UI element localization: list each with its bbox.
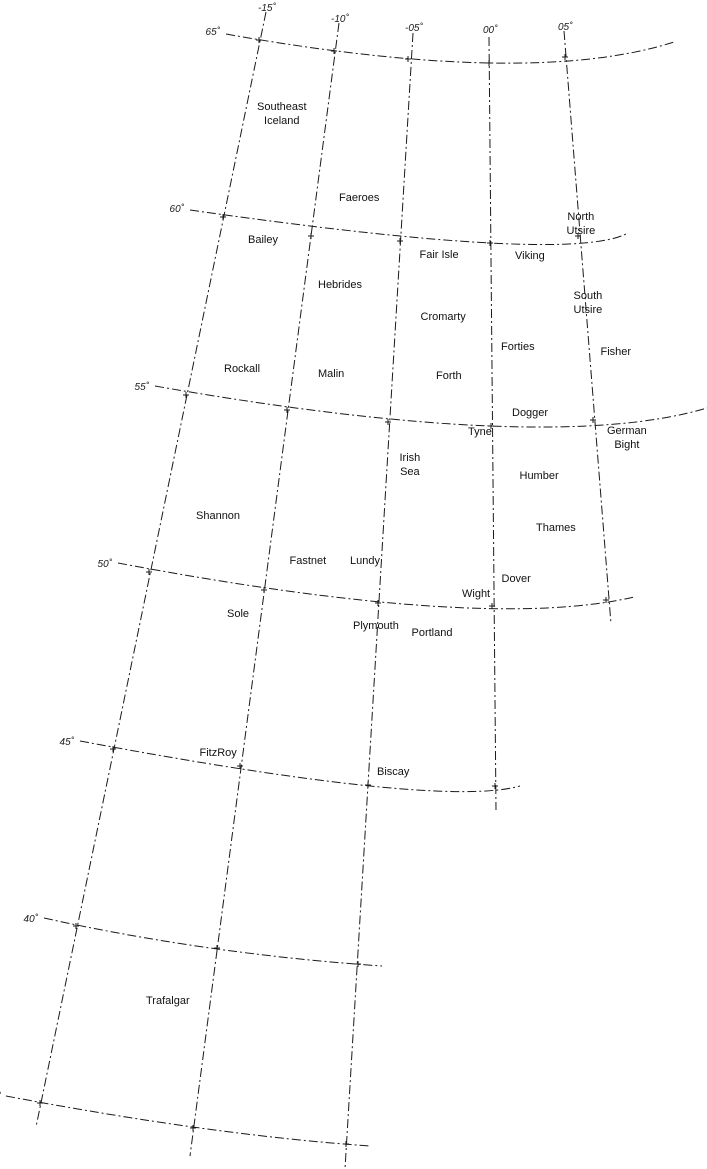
longitude-label: 05˚ <box>558 22 573 33</box>
sea-area-fair-isle <box>420 248 459 262</box>
parallel-line <box>6 1096 370 1146</box>
sea-area-label-line: Iceland <box>264 115 300 127</box>
sea-area-label-line: Wight <box>462 588 491 600</box>
sea-area-label-line: Hebrides <box>318 279 363 291</box>
sea-area-bailey <box>248 233 278 247</box>
parallel-line <box>80 741 520 792</box>
sea-area-label-line: South <box>573 290 603 302</box>
longitude-label: -10˚ <box>331 14 349 25</box>
sea-area-north-utsire <box>567 210 596 238</box>
sea-area-fitzroy <box>200 746 237 760</box>
latitude-label: 45˚ <box>59 737 74 748</box>
sea-area-lundy <box>350 554 380 568</box>
sea-area-label-line: Thames <box>536 522 576 534</box>
sea-area-label-line: North <box>567 211 595 223</box>
sea-area-label-line: Tyne <box>468 426 492 438</box>
parallel-line <box>44 918 382 966</box>
sea-area-label-line: Malin <box>318 368 345 380</box>
meridian-line <box>489 37 496 810</box>
sea-area-label-line: Lundy <box>350 555 380 567</box>
sea-area-label-line: Fair Isle <box>419 249 459 261</box>
sea-area-hebrides <box>318 278 362 292</box>
sea-area-label-line: Biscay <box>377 766 410 778</box>
sea-area-forties <box>501 340 535 354</box>
parallel-line <box>155 386 707 427</box>
latitude-label: 40˚ <box>23 914 38 925</box>
sea-area-label-line: Faeroes <box>339 192 380 204</box>
parallel-line <box>226 34 674 63</box>
sea-area-label-line: Irish <box>399 452 421 464</box>
sea-area-tyne <box>468 425 492 439</box>
longitude-label: -05˚ <box>405 23 423 34</box>
sea-area-trafalgar <box>146 994 190 1008</box>
sea-area-malin <box>318 367 344 381</box>
sea-area-irish-sea <box>400 451 421 479</box>
sea-area-southeast-iceland <box>257 100 307 128</box>
longitude-label: -15˚ <box>258 3 276 14</box>
sea-area-south-utsire <box>574 289 603 317</box>
sea-area-dogger <box>512 406 548 420</box>
sea-area-label-line: Humber <box>519 470 559 482</box>
sea-area-shannon <box>196 509 240 523</box>
sea-area-label-line: Sea <box>400 466 420 478</box>
meridian-line <box>564 31 611 624</box>
sea-area-label-line: Dogger <box>512 407 549 419</box>
latitude-label <box>0 1091 2 1103</box>
latitude-label: 65˚ <box>205 27 220 38</box>
sea-area-plymouth <box>353 619 399 633</box>
sea-area-sole <box>227 607 249 621</box>
sea-area-label-line: Portland <box>411 627 453 639</box>
latitude-label: 50˚ <box>97 559 112 570</box>
sea-area-label-line: Utsire <box>573 304 603 316</box>
sea-area-label-line: Southeast <box>257 101 307 113</box>
sea-area-wight <box>462 587 490 601</box>
sea-area-fastnet <box>290 554 327 568</box>
sea-area-label-line: Bight <box>614 439 640 451</box>
sea-area-label-line: Forties <box>501 341 535 353</box>
sea-area-label-line: FitzRoy <box>199 747 237 759</box>
sea-area-label-line: Viking <box>515 250 545 262</box>
latitude-label: 55˚ <box>134 382 149 393</box>
sea-area-viking <box>515 249 545 263</box>
sea-area-label-line: Cromarty <box>420 311 466 323</box>
sea-area-label-line: Shannon <box>196 510 241 522</box>
sea-area-humber <box>520 469 559 483</box>
sea-area-cromarty <box>421 310 466 324</box>
sea-area-label-line: Sole <box>227 608 250 620</box>
sea-area-rockall <box>224 362 260 376</box>
sea-area-portland <box>412 626 453 640</box>
sea-area-label-line: Rockall <box>224 363 261 375</box>
sea-area-label-line: Fisher <box>600 346 632 358</box>
sea-area-german-bight <box>607 424 647 452</box>
sea-area-label-line: Fastnet <box>289 555 327 567</box>
sea-area-biscay <box>377 765 409 779</box>
sea-area-forth <box>436 369 462 383</box>
sea-area-label-line: Plymouth <box>353 620 399 632</box>
sea-area-thames <box>536 521 576 535</box>
sea-area-label-line: Forth <box>436 370 462 382</box>
sea-area-fisher <box>601 345 632 359</box>
sea-area-label-line: German <box>607 425 647 437</box>
longitude-label: 00˚ <box>483 25 498 36</box>
sea-area-faeroes <box>339 191 379 205</box>
sea-area-label-line: Trafalgar <box>146 995 190 1007</box>
sea-area-label-line: Dover <box>501 573 531 585</box>
meridian-line <box>36 12 266 1127</box>
sea-area-label-line: Utsire <box>566 225 596 237</box>
sea-area-label-line: Bailey <box>248 234 278 246</box>
parallel-line <box>118 563 634 609</box>
sea-area-dover <box>502 572 531 586</box>
latitude-label: 60˚ <box>169 204 184 215</box>
